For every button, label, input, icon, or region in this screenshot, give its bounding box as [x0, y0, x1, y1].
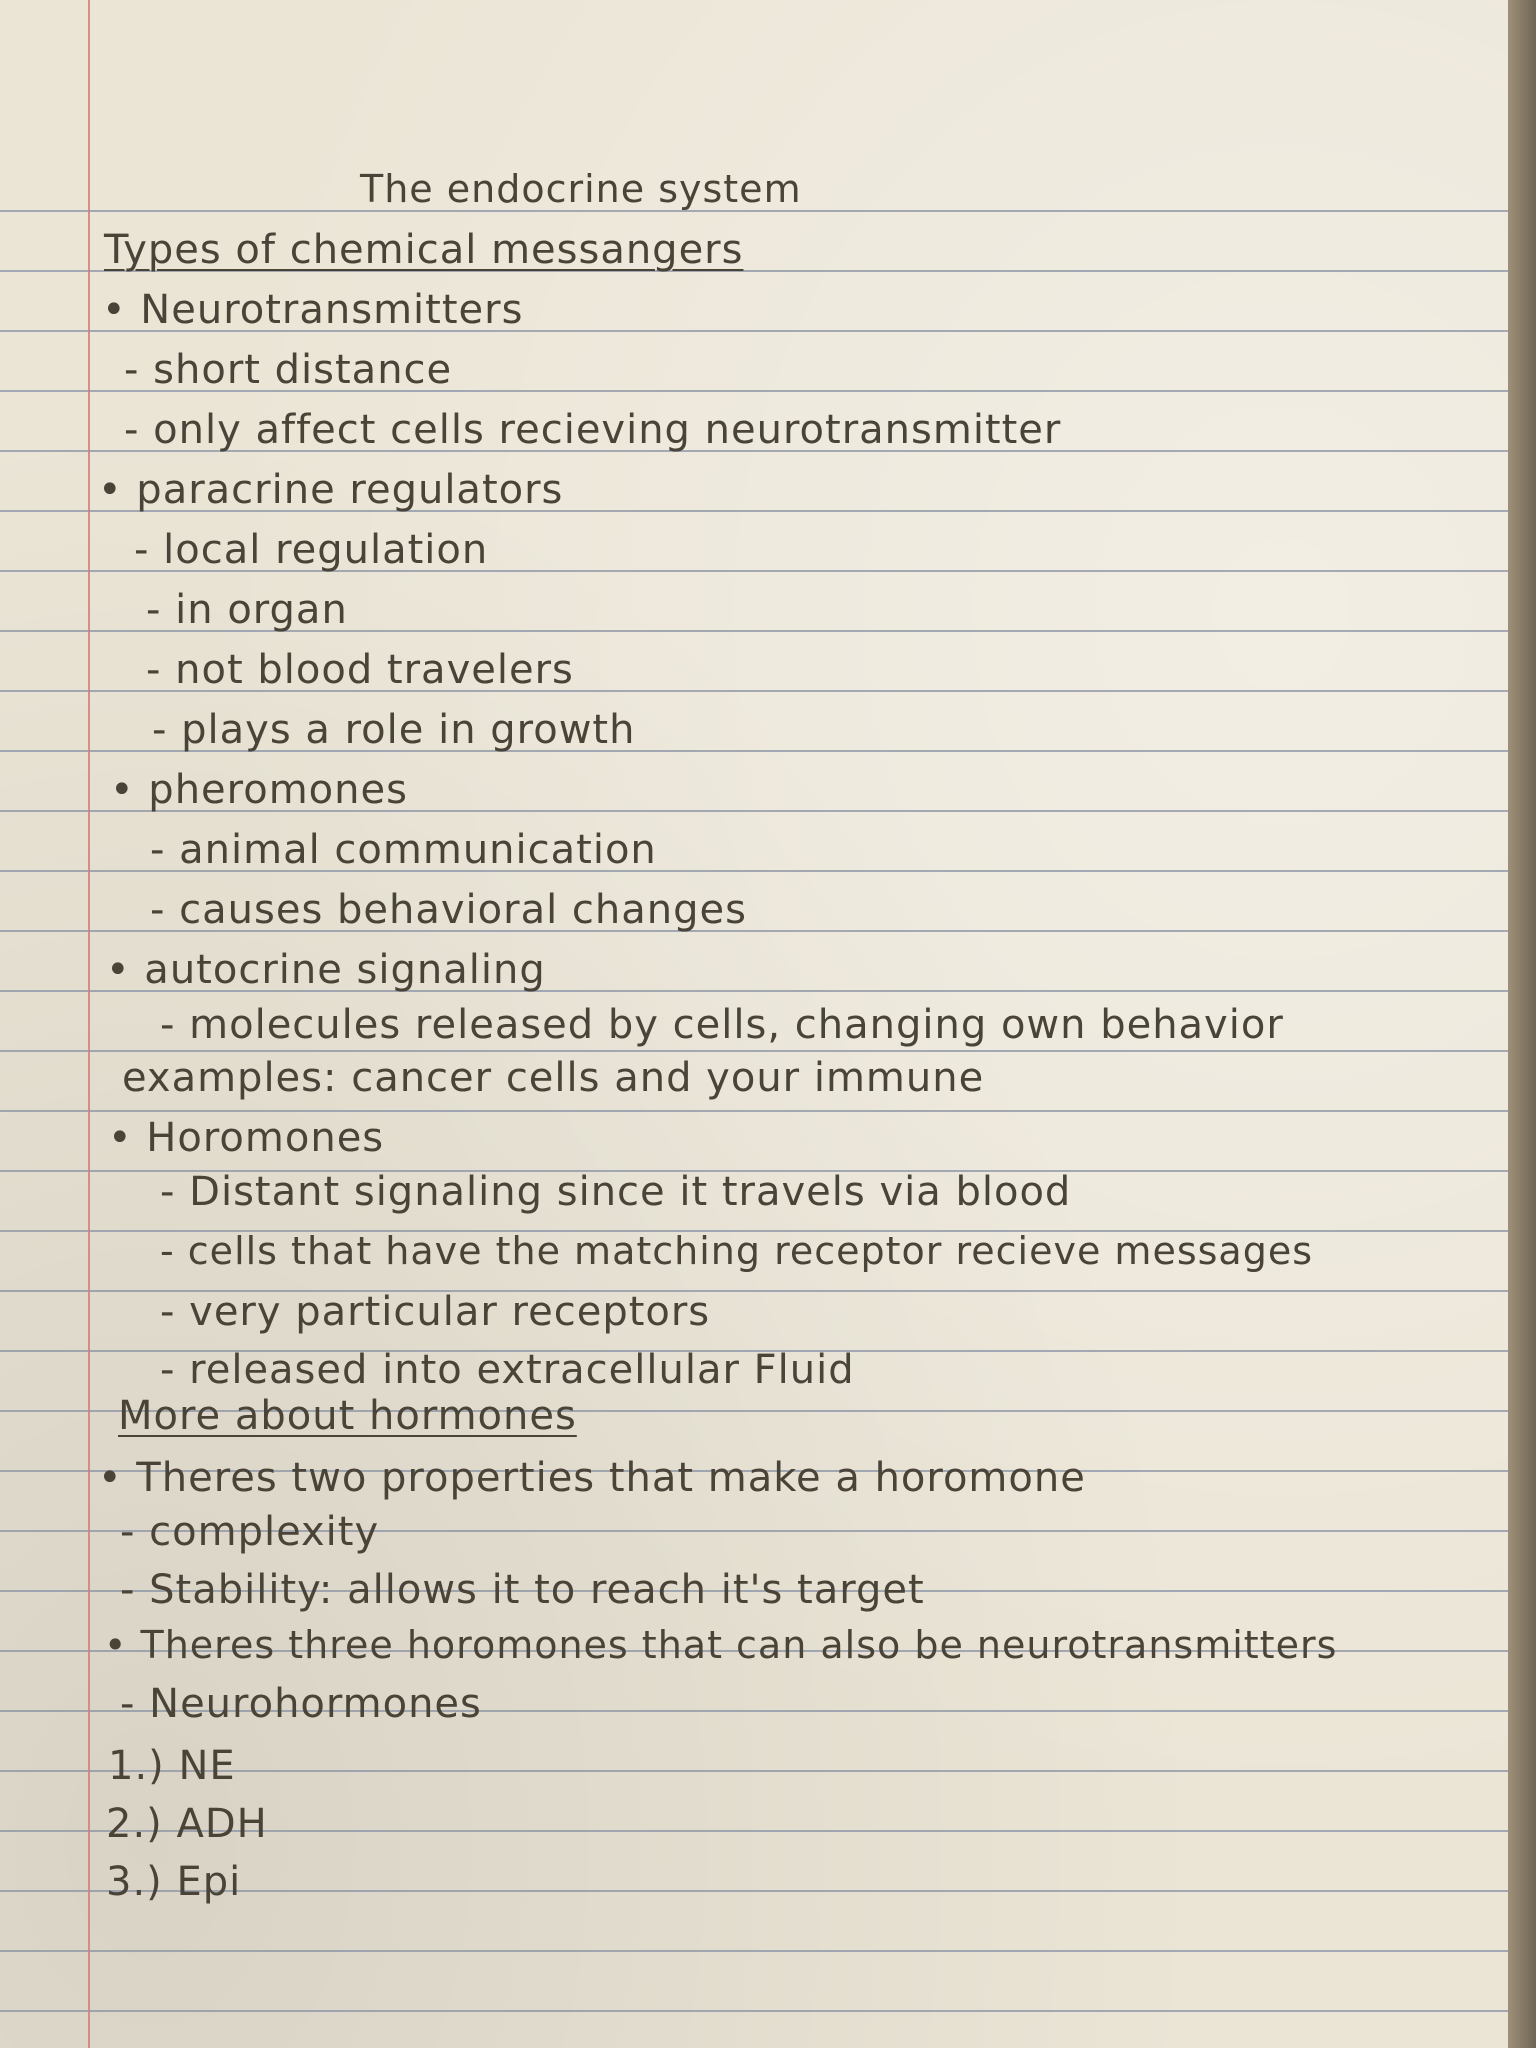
note-text: examples: cancer cells and your immune: [122, 1055, 985, 1101]
sub-item: - complexity: [120, 1509, 380, 1555]
bullet-item: • autocrine signaling: [106, 947, 546, 993]
ruled-line: [0, 1950, 1508, 1952]
sub-item: - plays a role in growth: [152, 707, 636, 753]
margin-line: [88, 0, 90, 2048]
sub-item: - local regulation: [134, 527, 489, 573]
sub-item: - released into extracellular Fluid: [160, 1347, 855, 1393]
sub-item: - only affect cells recieving neurotransmitter: [124, 407, 1062, 453]
sub-item: - Distant signaling since it travels via blood: [160, 1169, 1072, 1215]
sub-item: - animal communication: [150, 827, 657, 873]
page-edge-shadow: [1508, 0, 1536, 2048]
sub-item: - not blood travelers: [146, 647, 574, 693]
numbered-item: 3.) Epi: [106, 1859, 242, 1905]
bullet-item: • paracrine regulators: [98, 467, 564, 513]
sub-item: - in organ: [146, 587, 348, 633]
section-heading: More about hormones: [118, 1393, 577, 1439]
bullet-item: • pheromones: [110, 767, 408, 813]
page-title: The endocrine system: [360, 167, 802, 211]
sub-item: - very particular receptors: [160, 1289, 711, 1335]
sub-item: - Stability: allows it to reach it's target: [120, 1567, 925, 1613]
ruled-line: [0, 1110, 1508, 1112]
sub-item: - causes behavioral changes: [150, 887, 747, 933]
bullet-item: • Neurotransmitters: [102, 287, 524, 333]
bullet-item: • Theres three horomones that can also be neurotransmitters: [104, 1623, 1338, 1667]
section-heading: Types of chemical messangers: [104, 227, 744, 273]
sub-item: - short distance: [124, 347, 453, 393]
ruled-line: [0, 2010, 1508, 2012]
bullet-item: • Theres two properties that make a horomone: [98, 1455, 1086, 1501]
sub-item: - Neurohormones: [120, 1681, 482, 1727]
bullet-item: • Horomones: [108, 1115, 385, 1161]
numbered-item: 1.) NE: [108, 1743, 236, 1789]
numbered-item: 2.) ADH: [106, 1801, 268, 1847]
ruled-line: [0, 1050, 1508, 1052]
sub-item: - cells that have the matching receptor recieve messages: [160, 1229, 1314, 1273]
sub-item: - molecules released by cells, changing own behavior: [160, 1002, 1284, 1048]
